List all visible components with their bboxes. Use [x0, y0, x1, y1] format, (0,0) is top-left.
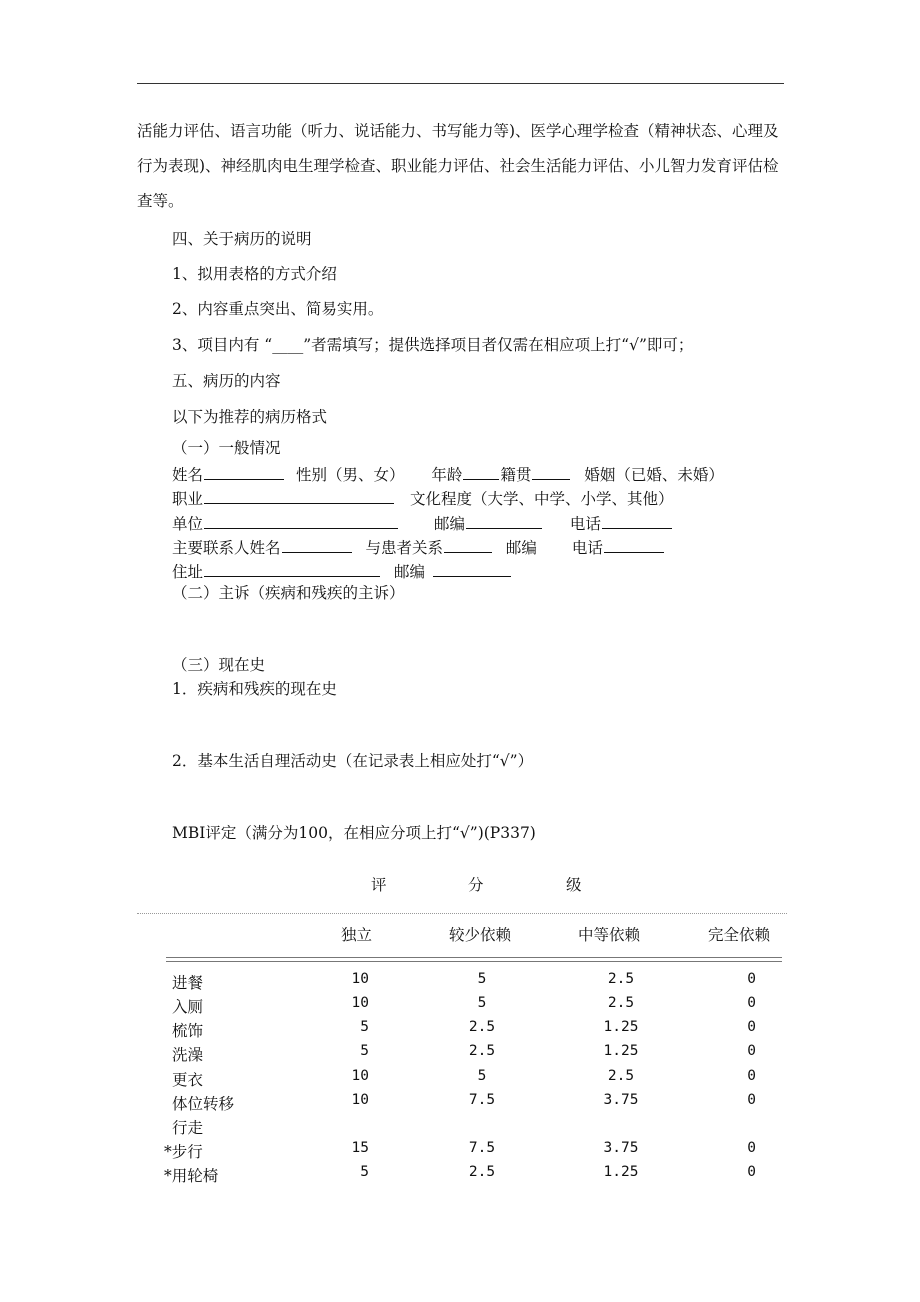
- unit-label: 单位: [172, 515, 204, 533]
- score-cell[interactable]: 0: [747, 995, 756, 1011]
- score-cell[interactable]: 0: [747, 1092, 756, 1108]
- table-row: [0, 1164, 920, 1184]
- table-row: [0, 1140, 920, 1160]
- score-cell[interactable]: 10: [351, 1068, 369, 1084]
- score-cell[interactable]: 7.5: [468, 1092, 496, 1108]
- relation-field[interactable]: [444, 538, 492, 553]
- address-field[interactable]: [204, 562, 380, 577]
- relation-label: 与患者关系: [365, 539, 443, 557]
- score-cell[interactable]: 0: [747, 1043, 756, 1059]
- col-header-less-dependent: 较少依赖: [449, 926, 512, 944]
- score-cell[interactable]: 5: [360, 1164, 369, 1180]
- present-history-item-1: 1．疾病和残疾的现在史: [172, 680, 337, 698]
- name-field[interactable]: [204, 465, 284, 480]
- gender-label: 性别（男、女）: [295, 466, 405, 484]
- age-label: 年龄: [431, 466, 463, 484]
- occupation-label: 职业: [172, 490, 204, 508]
- row-item-label: 更衣: [172, 1071, 204, 1089]
- education-label: 文化程度（大学、中学、小学、其他）: [409, 490, 674, 508]
- general-info-heading: （一）一般情况: [172, 439, 281, 457]
- table-row: [0, 971, 920, 991]
- mbi-title: MBI评定（满分为100，在相应分项上打“√”)(P337): [172, 824, 536, 842]
- section4-item-1: 1、拟用表格的方式介绍: [172, 265, 337, 283]
- unit-field[interactable]: [204, 514, 398, 529]
- score-cell[interactable]: 5: [360, 1019, 369, 1035]
- phone-field[interactable]: [602, 514, 672, 529]
- name-label: 姓名: [172, 466, 204, 484]
- row-item-label: *用轮椅: [164, 1167, 219, 1185]
- grade-header-1: 评: [371, 876, 387, 894]
- marriage-label: 婚姻（已婚、未婚）: [584, 466, 724, 484]
- score-cell[interactable]: 5: [477, 1068, 487, 1084]
- form-row-3: [172, 514, 673, 533]
- score-cell[interactable]: 3.75: [603, 1092, 639, 1108]
- form-row-5: [172, 562, 512, 581]
- score-cell[interactable]: 2.5: [607, 995, 635, 1011]
- age-field[interactable]: [463, 465, 499, 480]
- col-header-full-dependent: 完全依赖: [708, 926, 771, 944]
- score-cell[interactable]: 10: [351, 971, 369, 987]
- row-item-label: *步行: [164, 1143, 203, 1161]
- score-cell[interactable]: 2.5: [607, 971, 635, 987]
- form-row-2: [172, 489, 673, 508]
- score-cell[interactable]: 5: [360, 1043, 369, 1059]
- postcode-label: 邮编: [433, 515, 465, 533]
- contact-name-field[interactable]: [282, 538, 352, 553]
- score-cell[interactable]: 0: [747, 971, 756, 987]
- score-cell[interactable]: 15: [351, 1140, 369, 1156]
- score-cell[interactable]: 3.75: [603, 1140, 639, 1156]
- table-row: [0, 1068, 920, 1088]
- section5-heading: 五、病历的内容: [172, 372, 281, 390]
- section4-heading: 四、关于病历的说明: [172, 230, 312, 248]
- intro-paragraph: 活能力评估、语言功能（听力、说话能力、书写能力等)、医学心理学检查（精神状态、心理及行为表现)、神经肌肉电生理学检查、职业能力评估、社会生活能力评估、小儿智力发育评估检查等。: [137, 122, 779, 210]
- section4-item-3: 3、项目内有 “____”者需填写；提供选择项目者仅需在相应项上打“√”即可；: [172, 336, 694, 354]
- native-place-field[interactable]: [532, 465, 570, 480]
- form-row-1: [172, 465, 724, 484]
- score-cell[interactable]: 0: [747, 1140, 756, 1156]
- table-row: [0, 995, 920, 1015]
- score-cell[interactable]: 2.5: [468, 1043, 496, 1059]
- col-header-independent: 独立: [341, 926, 373, 944]
- score-cell[interactable]: 1.25: [603, 1019, 639, 1035]
- table-row: [0, 1019, 920, 1039]
- col-header-moderate-dependent: 中等依赖: [578, 926, 641, 944]
- score-cell[interactable]: 0: [747, 1164, 756, 1180]
- postcode-field[interactable]: [466, 514, 542, 529]
- score-cell[interactable]: 5: [477, 971, 487, 987]
- chief-complaint: （二）主诉（疾病和残疾的主诉）: [172, 584, 405, 602]
- postcode-field-3[interactable]: [433, 562, 511, 577]
- score-cell[interactable]: 10: [351, 1092, 369, 1108]
- score-cell[interactable]: 5: [477, 995, 487, 1011]
- grade-header-2: 分: [468, 876, 484, 894]
- header-rule: [137, 83, 784, 84]
- phone-label-2: 电话: [571, 539, 603, 557]
- phone-field-2[interactable]: [604, 538, 664, 553]
- score-cell[interactable]: 10: [351, 995, 369, 1011]
- present-history-item-2: 2．基本生活自理活动史（在记录表上相应处打“√”）: [172, 752, 534, 770]
- table-header-double-rule: [166, 957, 782, 962]
- row-item-label: 体位转移: [172, 1095, 235, 1113]
- table-row: [0, 1043, 920, 1063]
- score-cell[interactable]: 0: [747, 1068, 756, 1084]
- section5-subheading: 以下为推荐的病历格式: [172, 408, 328, 426]
- score-cell[interactable]: 2.5: [468, 1019, 496, 1035]
- score-cell[interactable]: 2.5: [607, 1068, 635, 1084]
- row-item-label: 入厕: [172, 998, 204, 1016]
- form-row-4: [172, 538, 665, 557]
- row-item-label: 行走: [172, 1119, 204, 1137]
- postcode-label-2: 邮编: [505, 539, 537, 557]
- section4-item-2: 2、内容重点突出、简易实用。: [172, 300, 384, 318]
- occupation-field[interactable]: [204, 489, 394, 504]
- native-place-label: 籍贯: [500, 466, 532, 484]
- score-cell[interactable]: 1.25: [603, 1164, 639, 1180]
- row-item-label: 洗澡: [172, 1046, 204, 1064]
- score-cell[interactable]: 2.5: [468, 1164, 496, 1180]
- table-row: [0, 1116, 920, 1136]
- table-top-rule: [137, 913, 787, 914]
- score-cell[interactable]: 0: [747, 1019, 756, 1035]
- phone-label: 电话: [569, 515, 601, 533]
- row-item-label: 进餐: [172, 974, 204, 992]
- table-row: [0, 1092, 920, 1112]
- address-label: 住址: [172, 563, 204, 581]
- row-item-label: 梳饰: [172, 1022, 204, 1040]
- postcode-label-3: 邮编: [393, 563, 425, 581]
- grade-header-3: 级: [566, 876, 582, 894]
- score-cell[interactable]: 1.25: [603, 1043, 639, 1059]
- score-cell[interactable]: 7.5: [468, 1140, 496, 1156]
- contact-name-label: 主要联系人姓名: [172, 539, 281, 557]
- present-history-heading: （三）现在史: [172, 656, 266, 674]
